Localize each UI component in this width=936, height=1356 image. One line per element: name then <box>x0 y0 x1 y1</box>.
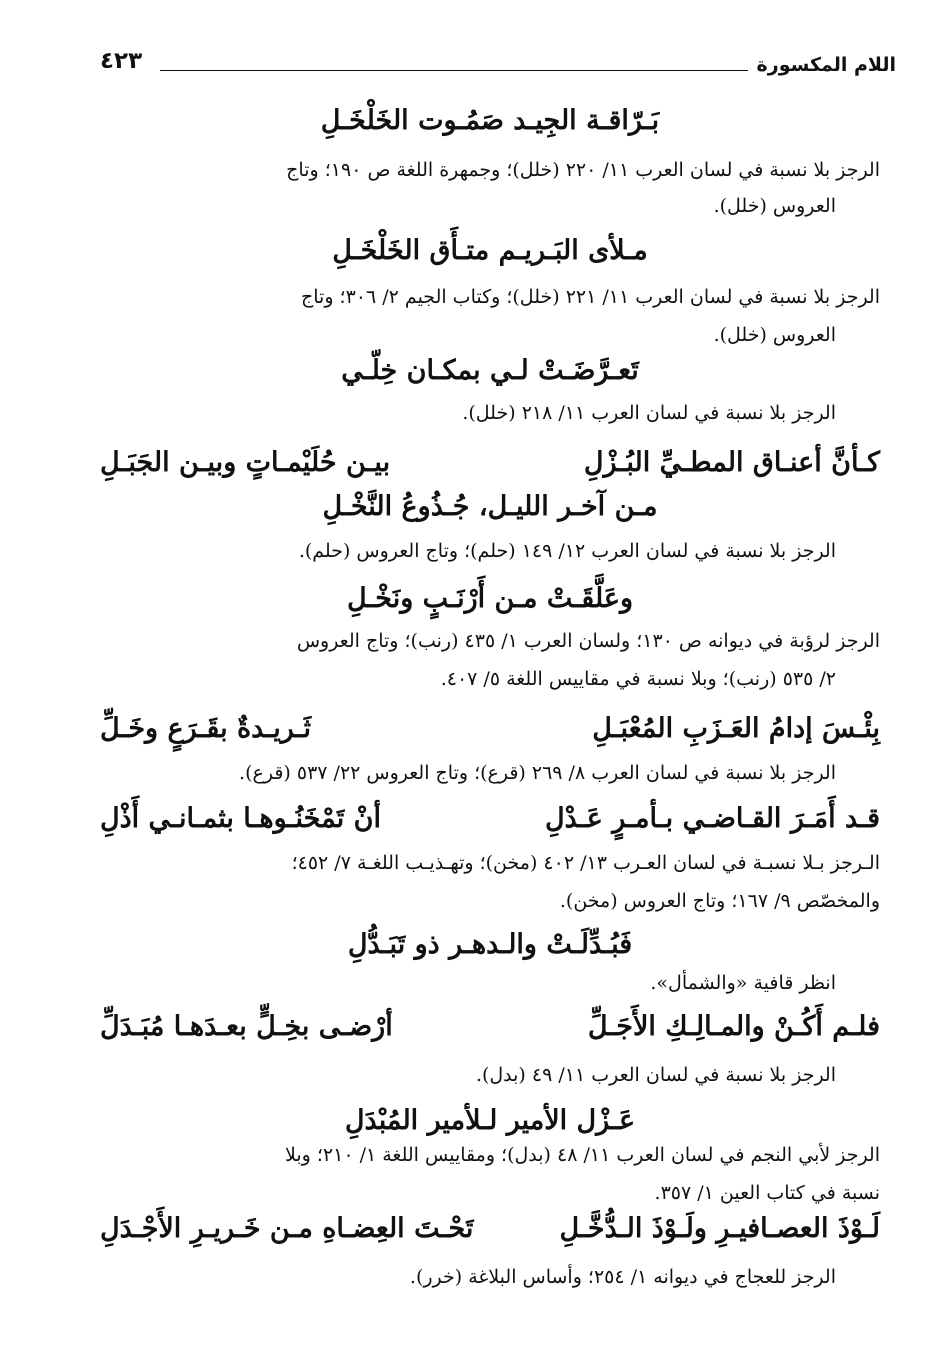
verse-first-hemistich: بِئْـسَ إدامُ العَـزَبِ المُعْبَـلِ <box>592 713 880 744</box>
verse-line: مـن آخـر الليـل، جُـذُوعُ النَّخْـلِ <box>322 491 658 522</box>
verse-first-hemistich: فلـم أَكُـنْ والمـالِـكِ الأَجَـلِّ <box>587 1011 880 1042</box>
running-title: اللام المكسورة <box>756 54 896 76</box>
verse-line: بَـرّاقـة الجِيـد صَمُـوت الخَلْخَـلِ <box>320 105 660 136</box>
citation-note: الرجز بلا نسبة في لسان العرب ١١/ ٢١٨ (خلل). <box>462 402 836 424</box>
verse-line: وعَلَّقَـتْ مـن أَرْنَـبٍ ونَخْـلِ <box>346 583 634 614</box>
verse-first-hemistich: قـد أَمَـرَ القـاضـي بـأمـرٍ عَـدْلِ <box>545 803 880 834</box>
citation-note: الرجز لرؤبة في ديوانه ص ١٣٠؛ ولسان العرب ١/ ٤٣٥ (رنب)؛ وتاج العروس <box>296 630 880 652</box>
citation-note: الرجز لأبي النجم في لسان العرب ١١/ ٤٨ (بدل)؛ ومقاييس اللغة ١/ ٢١٠؛ وبلا <box>285 1144 880 1166</box>
verse-first-hemistich: كـأنَّ أعنـاق المطـيِّ البُـزْلِ <box>583 447 880 478</box>
citation-note: الرجز للعجاج في ديوانه ١/ ٢٥٤؛ وأساس البلاغة (خرر). <box>409 1266 836 1288</box>
verse-second-hemistich: تَحْـتَ العِضـاهِ مـن خَـريـرِ الأَجْـدَلِ <box>100 1213 474 1244</box>
verse-second-hemistich: أرْضـى بخِـلٍّ بعـدَهـا مُبَـدَلِّ <box>100 1011 393 1042</box>
citation-note: الرجز بلا نسبة في لسان العرب ١١/ ٢٢٠ (خلل)؛ وجمهرة اللغة ص ١٩٠؛ وتاج <box>286 159 880 181</box>
citation-note: العروس (خلل). <box>713 324 836 346</box>
citation-note: الرجز بلا نسبة في لسان العرب ١٢/ ١٤٩ (حلم)؛ وتاج العروس (حلم). <box>298 540 836 562</box>
verse-first-hemistich: لَـوْذَ العصـافيـرِ ولَـوْذَ الـدُّخَّـلِ <box>559 1213 880 1244</box>
header-rule <box>160 70 748 71</box>
verse-second-hemistich: ثَـريـدةٌ بقَـرَعٍ وخَـلِّ <box>100 713 312 744</box>
verse-line: مـلأى البَـريـم متـأَق الخَلْخَـلِ <box>332 235 648 266</box>
citation-note: الـرجز بـلا نسبـة في لسان العـرب ١٣/ ٤٠٢ (مخن)؛ وتهـذيـب اللغـة ٧/ ٤٥٢؛ <box>291 852 880 874</box>
citation-note: نسبة في كتاب العين ١/ ٣٥٧. <box>654 1182 880 1204</box>
citation-note: العروس (خلل). <box>713 195 836 217</box>
citation-note: الرجز بلا نسبة في لسان العرب ١١/ ٢٢١ (خلل)؛ وكتاب الجيم ٢/ ٣٠٦؛ وتاج <box>300 286 880 308</box>
verse-line: عَـزْل الأمير لـلأمير المُبْدَلِ <box>344 1105 636 1136</box>
citation-note: والمخصّص ٩/ ١٦٧؛ وتاج العروس (مخن). <box>559 890 880 912</box>
citation-note: الرجز بلا نسبة في لسان العرب ٨/ ٢٦٩ (قرع)؛ وتاج العروس ٢٢/ ٥٣٧ (قرع). <box>239 762 836 784</box>
page-header <box>100 44 896 84</box>
citation-note: الرجز بلا نسبة في لسان العرب ١١/ ٤٩ (بدل). <box>475 1064 836 1086</box>
citation-note: ٢/ ٥٣٥ (رنب)؛ وبلا نسبة في مقاييس اللغة ٥/ ٤٠٧. <box>440 668 836 690</box>
verse-line: تَعـرَّضَـتْ لـي بمكـان خِلّـي <box>341 355 639 386</box>
citation-note: انظر قافية «والشمأل». <box>650 972 836 994</box>
verse-second-hemistich: أنْ تَمْخَنُـوهـا بثمـانـي أَذْلِ <box>100 803 381 834</box>
verse-second-hemistich: بيـن حُلَيْمـاتٍ وبيـن الجَبَـلِ <box>100 447 391 478</box>
page-number: ٤٢٣ <box>100 48 143 74</box>
verse-line: فَبُـدِّلَـتْ والـدهـر ذو تَبَـدُّلِ <box>347 929 633 960</box>
